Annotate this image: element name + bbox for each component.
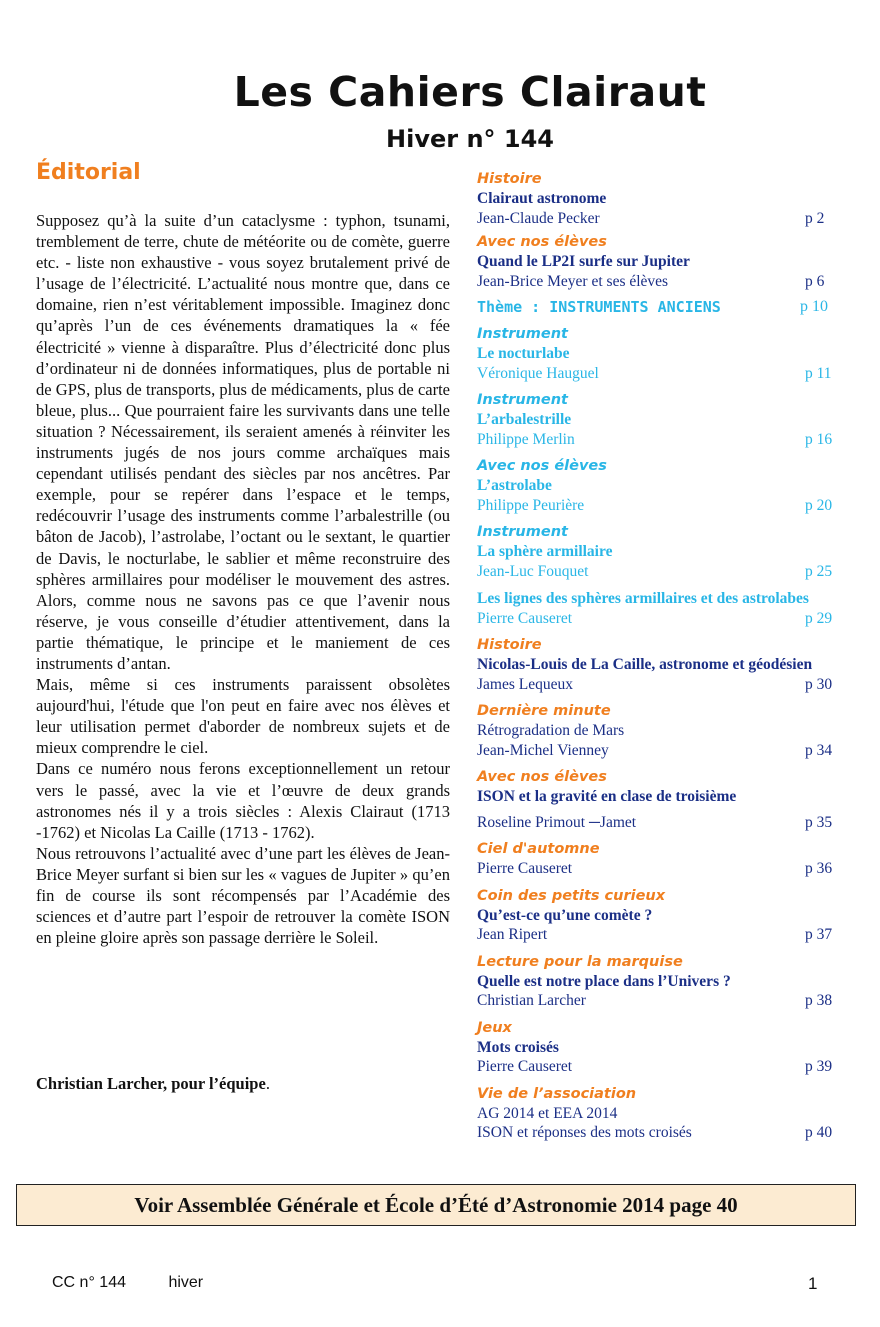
announcement-banner: Voir Assemblée Générale et École d’Été d’Astronomie 2014 page 40 — [16, 1184, 856, 1226]
toc-article[interactable] — [477, 972, 843, 1011]
toc-section — [477, 170, 843, 228]
toc-section-heading: Vie de l’association — [477, 1085, 637, 1102]
toc-article[interactable] — [477, 589, 843, 628]
toc-article-title: Nicolas-Louis de La Caille, astronome et géodésien — [477, 656, 813, 673]
toc-article[interactable] — [477, 1038, 843, 1077]
toc-section-heading: Coin des petits curieux — [477, 887, 666, 904]
toc-section — [477, 636, 843, 694]
toc-section — [477, 457, 843, 515]
toc-page-number: p 25 — [805, 562, 833, 580]
toc-section — [477, 391, 843, 449]
toc-article[interactable] — [477, 476, 843, 515]
toc-article[interactable] — [477, 252, 843, 291]
toc-article-line: AG 2014 et EEA 2014 — [477, 1104, 618, 1122]
editorial-paragraph: Nous retrouvons l’actualité avec d’une part les élèves de Jean-Brice Meyer surfant si bien sur les « vagues de Jupiter » qu’en fin de course ils sont récompensés par l’Académie des sciences et d’autre part l’espoir de retrouver la comète ISON en pleine gloire après son passage derrière le Soleil. — [36, 843, 450, 948]
toc-section-heading: Histoire — [477, 171, 542, 187]
toc-article-author: Jean Ripert — [477, 926, 548, 943]
toc-page-number: p 2 — [805, 209, 825, 227]
toc-section-heading: Ciel d'automne — [477, 841, 600, 857]
toc-article[interactable] — [477, 1104, 843, 1143]
footer-issue: CC n° 144 — [52, 1274, 126, 1291]
toc-article-author: Jean-Brice Meyer et ses élèves — [477, 272, 669, 290]
toc-article-line: ISON et réponses des mots croisés — [477, 1124, 692, 1141]
signature-period: . — [265, 1074, 270, 1093]
editorial-signature — [36, 1074, 450, 1094]
toc-page-number: p 40 — [805, 1124, 833, 1141]
toc-section — [477, 325, 843, 383]
theme-label: Thème : INSTRUMENTS ANCIENS — [477, 298, 721, 316]
toc-page-number: p 39 — [805, 1058, 833, 1075]
toc-article-author: Philippe Peurière — [477, 496, 585, 514]
footer-issue-info — [52, 1274, 241, 1292]
toc-section-heading: Dernière minute — [477, 703, 611, 719]
toc-page-number: p 10 — [800, 298, 828, 315]
toc-article-title: Rétrogradation de Mars — [477, 722, 625, 739]
toc-section — [477, 702, 843, 760]
toc-section — [477, 840, 843, 879]
toc-article-title: L’astrolabe — [477, 477, 552, 494]
footer-season: hiver — [168, 1274, 204, 1291]
toc-section-heading: Avec nos élèves — [477, 769, 607, 785]
toc-section-heading: Avec nos élèves — [477, 234, 607, 250]
toc-article[interactable] — [477, 787, 843, 832]
editorial-paragraph: Supposez qu’à la suite d’un cataclysme : typhon, tsunami, tremblement de terre, chute de météorite ou de comète, guerre etc. - liste non exhaustive - vous soyez brutalement privé de l’usage de l’électricité. L’actualité nous montre que, dans ce domaine, rien n’est véritablement impossible. Imaginez donc qu’après l’un de ces événements dramatiques la « fée électricité » vienne à disparaître. Plus d’électricité donc plus d’ordinateur ni de données informatiques, plus de portable ni de GPS, plus de transports, plus de médicaments, plus de carte bleue, plus... Que pourraient faire les survivants dans une telle situation ? Nécessairement, ils seraient amenés à réinviter les instruments jugés de nos jours comme archaïques mais cependant utilisés pendant des siècles par nos ancêtres. Par exemple, pour se repérer dans l’espace et le temps, redécouvrir l’usage des instruments comme l’arbalestrille (ou bâton de Jacob), l’astrolabe, l’octant ou le sextant, le quartier de Davis, le nocturlabe, le sablier et même reconstruire des sphères armillaires pour modéliser le mouvement des astres. Alors, comme nous ne savons pas ce que l’avenir nous réserve, je vous conseille d’étudier attentivement, dans la partie thématique, le principe et le maniement de ces instruments d’antan. — [36, 211, 450, 673]
toc-section-heading: Lecture pour la marquise — [477, 953, 683, 970]
toc-article-title: L’arbalestrille — [477, 411, 572, 428]
toc-section — [477, 887, 843, 945]
toc-section-heading: Jeux — [477, 1019, 512, 1036]
toc-article[interactable] — [477, 410, 843, 449]
toc-section — [477, 233, 843, 291]
issue-subtitle: Hiver n° 144 — [386, 125, 554, 153]
toc-article-title: Qu’est-ce qu’une comète ? — [477, 906, 653, 924]
toc-section-heading: Instrument — [477, 326, 568, 342]
toc-page-number: p 38 — [805, 992, 833, 1009]
toc-article-author: Pierre Causeret — [477, 609, 573, 627]
toc-article-author: Véronique Hauguel — [477, 364, 599, 382]
editorial-heading: Éditorial — [36, 160, 141, 185]
toc-article-title: Le nocturlabe — [477, 345, 570, 362]
magazine-title: Les Cahiers Clairaut — [233, 68, 707, 116]
signature-name: Christian Larcher, pour l’équipe — [36, 1074, 266, 1093]
toc-article[interactable] — [477, 906, 843, 945]
toc-article-author: Jean-Michel Vienney — [477, 741, 609, 759]
toc-section — [477, 1019, 843, 1077]
toc-article[interactable] — [477, 542, 843, 581]
toc-section-heading: Histoire — [477, 637, 542, 653]
toc-article-author: Pierre Causeret — [477, 1058, 573, 1075]
editorial-body — [36, 210, 450, 948]
toc-page-number: p 11 — [805, 364, 832, 382]
toc-article[interactable] — [477, 859, 843, 879]
toc-article-title: Clairaut astronome — [477, 190, 607, 207]
toc-article-title: Mots croisés — [477, 1038, 559, 1056]
toc-article-author: Jean-Claude Pecker — [477, 209, 600, 227]
toc-article[interactable] — [477, 189, 843, 228]
toc-article-title: Quelle est notre place dans l’Univers ? — [477, 972, 731, 990]
toc-article-author: Pierre Causeret — [477, 860, 573, 877]
toc-section-heading: Avec nos élèves — [477, 458, 607, 474]
toc-page-number: p 37 — [805, 926, 833, 943]
toc-page-number: p 16 — [805, 430, 833, 448]
toc-article-title: La sphère armillaire — [477, 543, 613, 560]
toc-section — [477, 589, 843, 628]
toc-section-heading: Instrument — [477, 392, 568, 408]
toc-theme-line[interactable] — [477, 297, 843, 317]
toc-article-title: Les lignes des sphères armillaires et des astrolabes — [477, 590, 809, 607]
toc-article-author: Philippe Merlin — [477, 430, 575, 448]
editorial-paragraph: Dans ce numéro nous ferons exceptionnellement un retour vers le passé, avec la vie et l’œuvre de deux grands astronomes nés il y a trois siècles : Alexis Clairaut (1713 -1762) et Nicolas La Caille (1713 - 1762). — [36, 759, 450, 842]
toc-section — [477, 1085, 843, 1143]
toc-page-number: p 20 — [805, 496, 833, 514]
toc-section — [477, 768, 843, 832]
toc-page-number: p 6 — [805, 272, 825, 290]
editorial-paragraph: Mais, même si ces instruments paraissent obsolètes aujourd'hui, l'étude que l'on peut en faire avec nos élèves et leur utilisation permet d'aborder de nombreux sujets et de mieux comprendre le ciel. — [36, 675, 450, 758]
page-number: 1 — [808, 1274, 818, 1293]
toc-article-title: ISON et la gravité en clase de troisième — [477, 788, 737, 805]
toc-article-title: Quand le LP2I surfe sur Jupiter — [477, 253, 690, 270]
toc-article-author: Jean-Luc Fouquet — [477, 562, 589, 580]
toc-page-number: p 34 — [805, 741, 833, 759]
toc-article[interactable] — [477, 344, 843, 383]
toc-article-author: Roseline Primout ─Jamet — [477, 813, 637, 831]
toc-article[interactable] — [477, 721, 843, 760]
toc-section-heading: Instrument — [477, 524, 568, 540]
toc-page-number: p 29 — [805, 609, 833, 627]
toc-section — [477, 523, 843, 581]
toc-page-number: p 35 — [805, 813, 833, 831]
toc-article[interactable] — [477, 655, 843, 694]
table-of-contents — [477, 170, 843, 1148]
toc-section — [477, 953, 843, 1011]
toc-page-number: p 30 — [805, 675, 833, 693]
toc-article-author: James Lequeux — [477, 675, 573, 693]
toc-page-number: p 36 — [805, 860, 833, 877]
toc-article-author: Christian Larcher — [477, 992, 586, 1009]
